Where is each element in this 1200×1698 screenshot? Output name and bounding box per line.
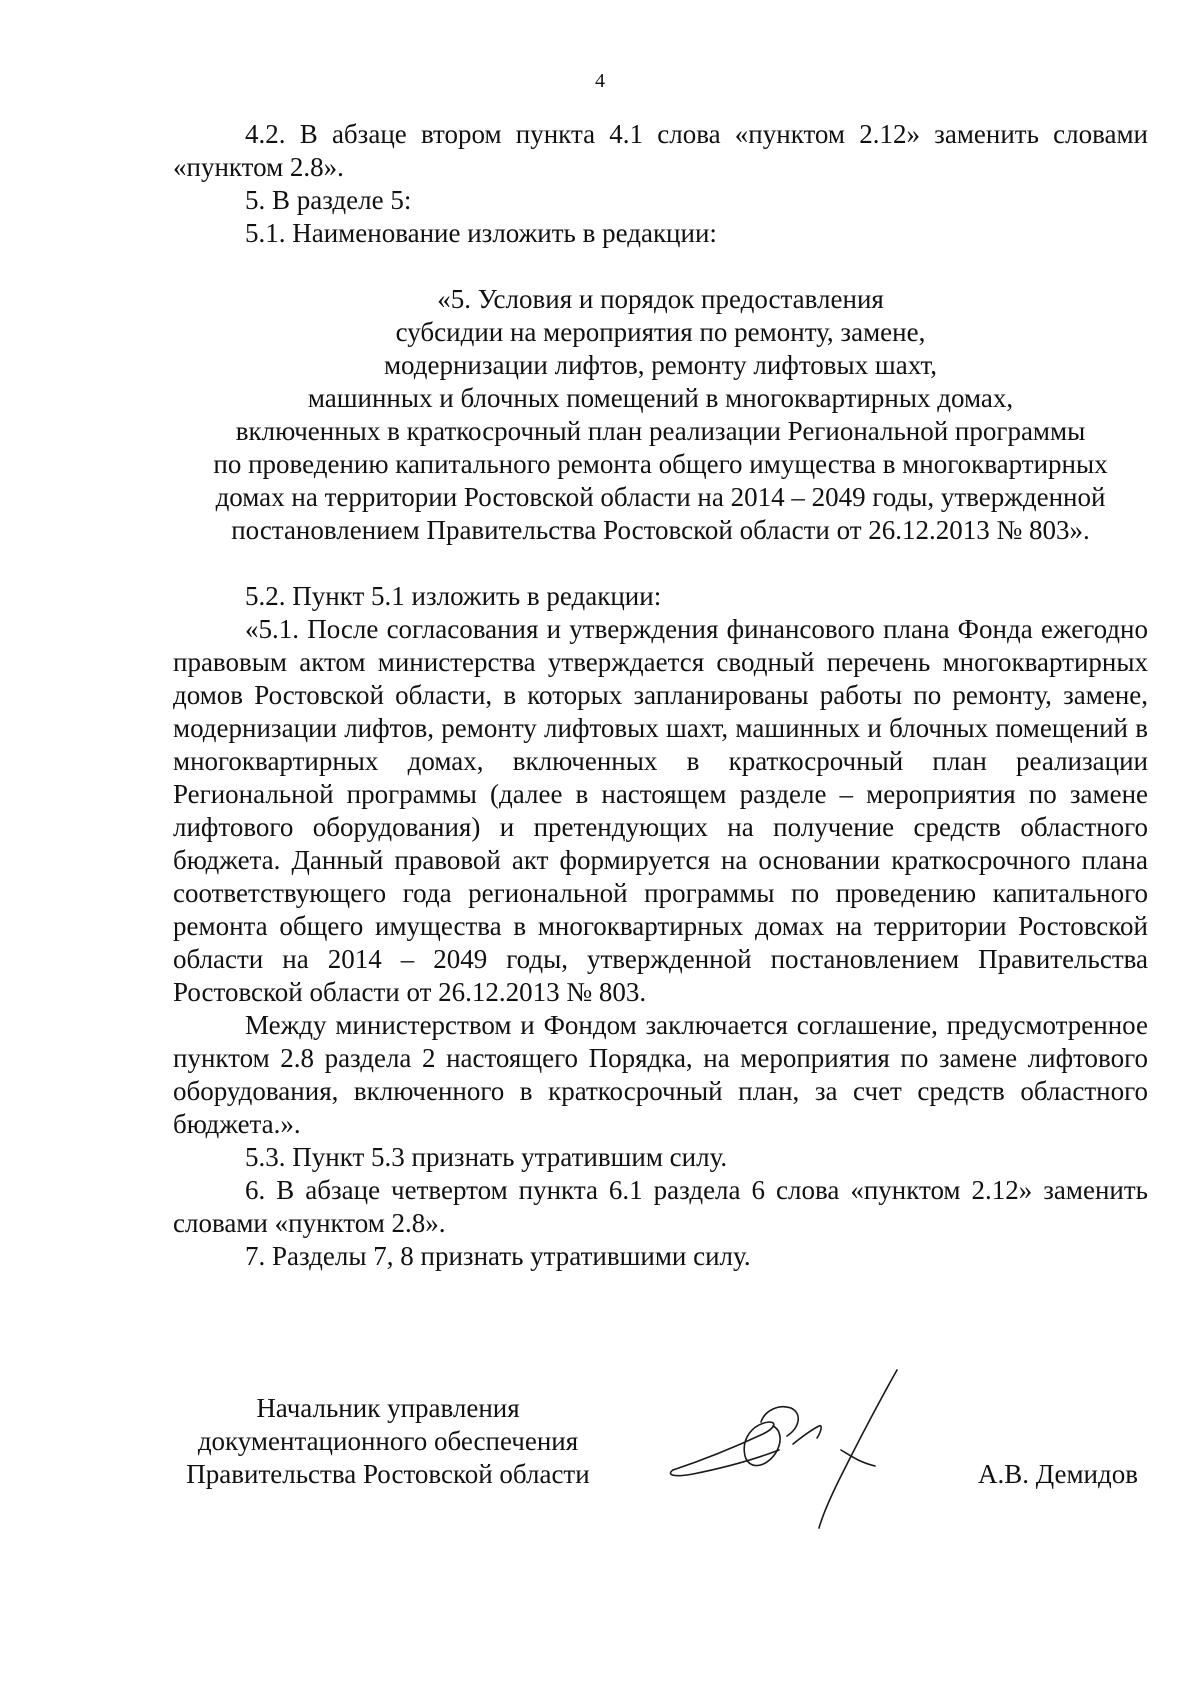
heading-line: по проведению капитального ремонта общего имущества в многоквартирных — [213, 449, 1108, 479]
signatory-title-line: Правительства Ростовской области — [186, 1459, 590, 1489]
heading-line: субсидии на мероприятия по ремонту, замене, — [395, 317, 926, 347]
paragraph-5-1: 5.1. Наименование изложить в редакции: — [245, 218, 717, 248]
handwritten-signature-icon — [653, 1352, 913, 1542]
heading-line: «5. Условия и порядок предоставления — [437, 284, 884, 314]
signatory-title — [173, 1392, 603, 1491]
heading-line: модернизации лифтов, ремонту лифтовых шахт, — [383, 350, 938, 380]
heading-line: включенных в краткосрочный план реализации Региональной программы — [235, 416, 1086, 446]
heading-line: домах на территории Ростовской области на 2014 – 2049 годы, утвержденной — [215, 482, 1106, 512]
paragraph-6: 6. В абзаце четвертом пункта 6.1 раздела 6 слова «пунктом 2.12» заменить словами «пунктом 2.8». — [173, 1175, 1148, 1238]
paragraph-4-2: 4.2. В абзаце втором пункта 4.1 слова «пунктом 2.12» заменить словами «пунктом 2.8». — [173, 119, 1148, 182]
paragraph-new-5-1: «5.1. После согласования и утверждения финансового плана Фонда ежегодно правовым актом министерства утверждается сводный перечень многоквартирных домов Ростовской области, в которых запланированы работы по ремонту, замене, модернизации лифтов, ремонту лифтовых шахт, машинных и блочных помещений в многоквартирных домах, включенных в краткосрочный план реализации Региональной программы (далее в настоящем разделе – мероприятия по замене лифтового оборудования) и претендующих на получение средств областного бюджета. Данный правовой акт формируется на основании краткосрочного плана соответствующего года региональной программы по проведению капитального ремонта общего имущества в многоквартирных домах на территории Ростовской области на 2014 – 2049 годы, утвержденной постановлением Правительства Ростовской области от 26.12.2013 № 803. — [173, 614, 1148, 1007]
paragraph-5-3: 5.3. Пункт 5.3 признать утратившим силу. — [245, 1142, 728, 1172]
paragraph-5: 5. В разделе 5: — [245, 185, 412, 215]
heading-line: машинных и блочных помещений в многоквартирных домах, — [307, 383, 1014, 413]
document-body — [173, 118, 1148, 1273]
paragraph-5-2: 5.2. Пункт 5.1 изложить в редакции: — [245, 581, 662, 611]
page-number: 4 — [595, 70, 605, 92]
paragraph-7: 7. Разделы 7, 8 признать утратившими силу. — [245, 1241, 751, 1271]
signatory-title-line: документационного обеспечения — [197, 1426, 579, 1456]
section-heading — [173, 283, 1148, 547]
signatory-name: А.В. Демидов — [977, 1459, 1138, 1489]
signatory-title-line: Начальник управления — [256, 1393, 520, 1423]
heading-line: постановлением Правительства Ростовской области от 26.12.2013 № 803». — [231, 515, 1090, 545]
paragraph-agreement: Между министерством и Фондом заключается соглашение, предусмотренное пунктом 2.8 раздела 2 настоящего Порядка, на мероприятия по замене лифтового оборудования, включенного в краткосрочный план, за счет средств областного бюджета.». — [173, 1010, 1148, 1139]
signature-block — [173, 1392, 1148, 1552]
